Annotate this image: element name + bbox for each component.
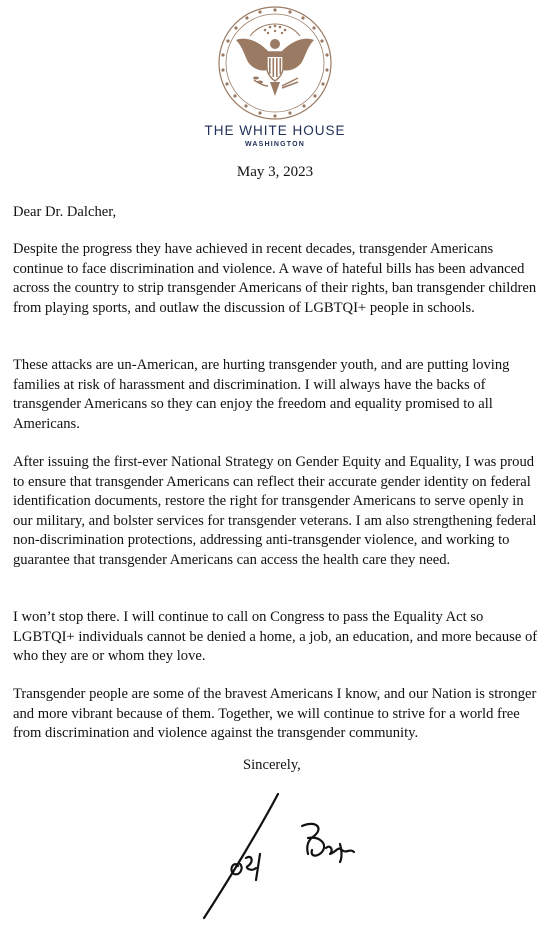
- paragraph-1: Despite the progress they have achieved in recent decades, transgender Americans continue to face discrimination and violence. A wave of hateful bills has been advanced across the country to strip transgender Americans of their rights, ban transgender children from playing sports, and outlaw the discussion of LGBTQI+ people in schools.: [13, 241, 537, 316]
- closing: Sincerely,: [243, 757, 301, 773]
- salutation: Dear Dr. Dalcher,: [13, 204, 117, 220]
- handwritten-signature-icon: [190, 788, 370, 924]
- presidential-seal-icon: [218, 6, 332, 120]
- paragraph-5: Transgender people are some of the bravest Americans I know, and our Nation is stronger and more vibrant because of them. Together, we will continue to strive for a world free from discrimination and violence against the transgender community.: [13, 686, 537, 741]
- letter-date: May 3, 2023: [236, 164, 314, 180]
- paragraph-3: After issuing the first-ever National Strategy on Gender Equity and Equality, I was proud to ensure that transgender Americans can reflect their accurate gender identity on federal identification documents, restore the right for transgender Americans to serve openly in our military, and bolster services for transgender veterans. I am also strengthening federal non-discrimination protections, addressing anti-transgender violence, and working to guarantee that transgender Americans can access the health care they need.: [13, 454, 537, 568]
- letterhead-title: THE WHITE HOUSE: [204, 123, 346, 138]
- letterhead-subtitle: WASHINGTON: [244, 141, 306, 148]
- paragraph-4: I won’t stop there. I will continue to call on Congress to pass the Equality Act so LGBTQI+ individuals cannot be denied a home, a job, an education, and more because of who they are or whom they love.: [13, 609, 538, 664]
- paragraph-2: These attacks are un-American, are hurting transgender youth, and are putting loving families at risk of harassment and discrimination. I will always have the backs of transgender Americans so they can enjoy the freedom and equality promised to all Americans.: [13, 357, 510, 432]
